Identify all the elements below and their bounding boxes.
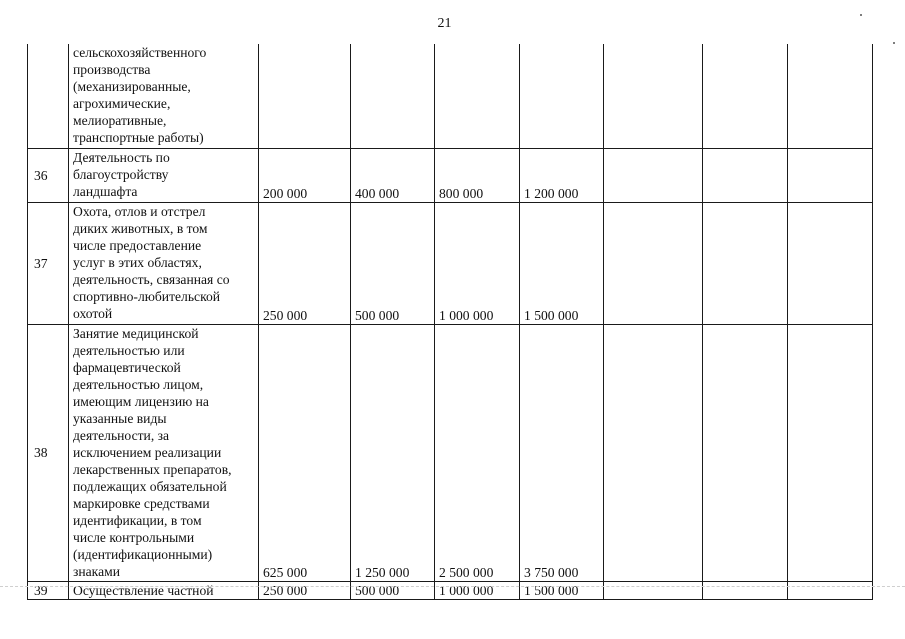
description-line: исключением реализации — [73, 444, 222, 460]
empty-cell — [604, 44, 703, 148]
description-line: услуг в этих областях, — [73, 254, 202, 270]
description-line: деятельность, связанная со — [73, 271, 230, 287]
description-line: Деятельность по — [73, 149, 170, 165]
table-row — [28, 324, 873, 581]
table-row — [28, 581, 873, 599]
description-line: ландшафта — [73, 183, 138, 199]
amount-cell-c2: 500 000 — [351, 202, 435, 324]
empty-cell — [788, 44, 873, 148]
empty-cell — [703, 324, 788, 581]
row-number-cell: 37 — [28, 202, 69, 324]
amount-cell-c4: 1 200 000 — [520, 148, 604, 202]
table-row — [28, 148, 873, 202]
amount-cell-c1: 200 000 — [259, 148, 351, 202]
amount-cell-c2 — [351, 44, 435, 148]
amount-cell-c3: 1 000 000 — [435, 581, 520, 599]
description-line: спортивно-любительской — [73, 288, 221, 304]
amount-cell-c1: 250 000 — [259, 581, 351, 599]
amount-cell-c2: 1 250 000 — [351, 324, 435, 581]
empty-cell — [788, 202, 873, 324]
description-line: знаками — [73, 563, 120, 579]
description-line: деятельностью лицом, — [73, 376, 204, 392]
empty-cell — [788, 148, 873, 202]
amount-cell-c3: 2 500 000 — [435, 324, 520, 581]
empty-cell — [703, 148, 788, 202]
page-number: 21 — [437, 16, 452, 31]
amount-cell-c3: 800 000 — [435, 148, 520, 202]
description-line: диких животных, в том — [73, 220, 208, 236]
description-line: (механизированные, — [73, 79, 191, 94]
empty-cell — [604, 581, 703, 599]
activity-description-cell — [69, 202, 259, 324]
description-line: деятельностью или — [73, 342, 185, 358]
amount-cell-c4: 1 500 000 — [520, 202, 604, 324]
activity-description-cell — [69, 44, 259, 148]
empty-cell — [703, 581, 788, 599]
amount-cell-c1: 625 000 — [259, 324, 351, 581]
description-line: транспортные работы) — [73, 130, 204, 145]
amount-cell-c1 — [259, 44, 351, 148]
description-line: числе контрольными — [73, 529, 195, 545]
activity-description-cell — [69, 581, 259, 599]
empty-cell — [788, 581, 873, 599]
description-line: деятельности, за — [73, 427, 170, 443]
description-line: маркировке средствами — [73, 495, 210, 511]
empty-cell — [788, 324, 873, 581]
description-line: лекарственных препаратов, — [73, 461, 232, 477]
description-line: агрохимические, — [73, 96, 171, 111]
description-line: благоустройству — [73, 166, 169, 182]
amount-cell-c1: 250 000 — [259, 202, 351, 324]
empty-cell — [604, 148, 703, 202]
description-line: Охота, отлов и отстрел — [73, 203, 206, 219]
description-line: Занятие медицинской — [73, 325, 199, 341]
description-line: (идентификационными) — [73, 546, 213, 562]
table-body — [28, 44, 873, 599]
activity-description-cell — [69, 148, 259, 202]
scan-artifact-line — [0, 586, 905, 587]
table-row — [28, 202, 873, 324]
row-number-cell: 36 — [28, 148, 69, 202]
row-number-cell: 39 — [28, 581, 69, 599]
empty-cell — [703, 202, 788, 324]
description-line: указанные виды — [73, 410, 167, 426]
description-line: идентификации, в том — [73, 512, 202, 528]
row-number-cell — [28, 44, 69, 148]
description-line: фармацевтической — [73, 359, 181, 375]
scan-speck — [860, 14, 862, 16]
amount-cell-c4: 3 750 000 — [520, 324, 604, 581]
description-line: Осуществление частной — [73, 582, 214, 598]
description-line: мелиоративные, — [73, 113, 167, 128]
description-line: сельскохозяйственного — [73, 45, 207, 60]
table-row — [28, 44, 873, 148]
amount-cell-c2: 500 000 — [351, 581, 435, 599]
empty-cell — [604, 202, 703, 324]
description-line: производства — [73, 62, 151, 77]
description-line: имеющим лицензию на — [73, 393, 209, 409]
amount-cell-c2: 400 000 — [351, 148, 435, 202]
tariff-table — [27, 44, 873, 600]
description-line: подлежащих обязательной — [73, 478, 227, 494]
amount-cell-c3: 1 000 000 — [435, 202, 520, 324]
description-line: числе предоставление — [73, 237, 202, 253]
empty-cell — [604, 324, 703, 581]
amount-cell-c4: 1 500 000 — [520, 581, 604, 599]
amount-cell-c3 — [435, 44, 520, 148]
description-line: охотой — [73, 305, 113, 321]
row-number-cell: 38 — [28, 324, 69, 581]
empty-cell — [703, 44, 788, 148]
activity-description-cell — [69, 324, 259, 581]
amount-cell-c4 — [520, 44, 604, 148]
scan-speck — [893, 42, 895, 44]
